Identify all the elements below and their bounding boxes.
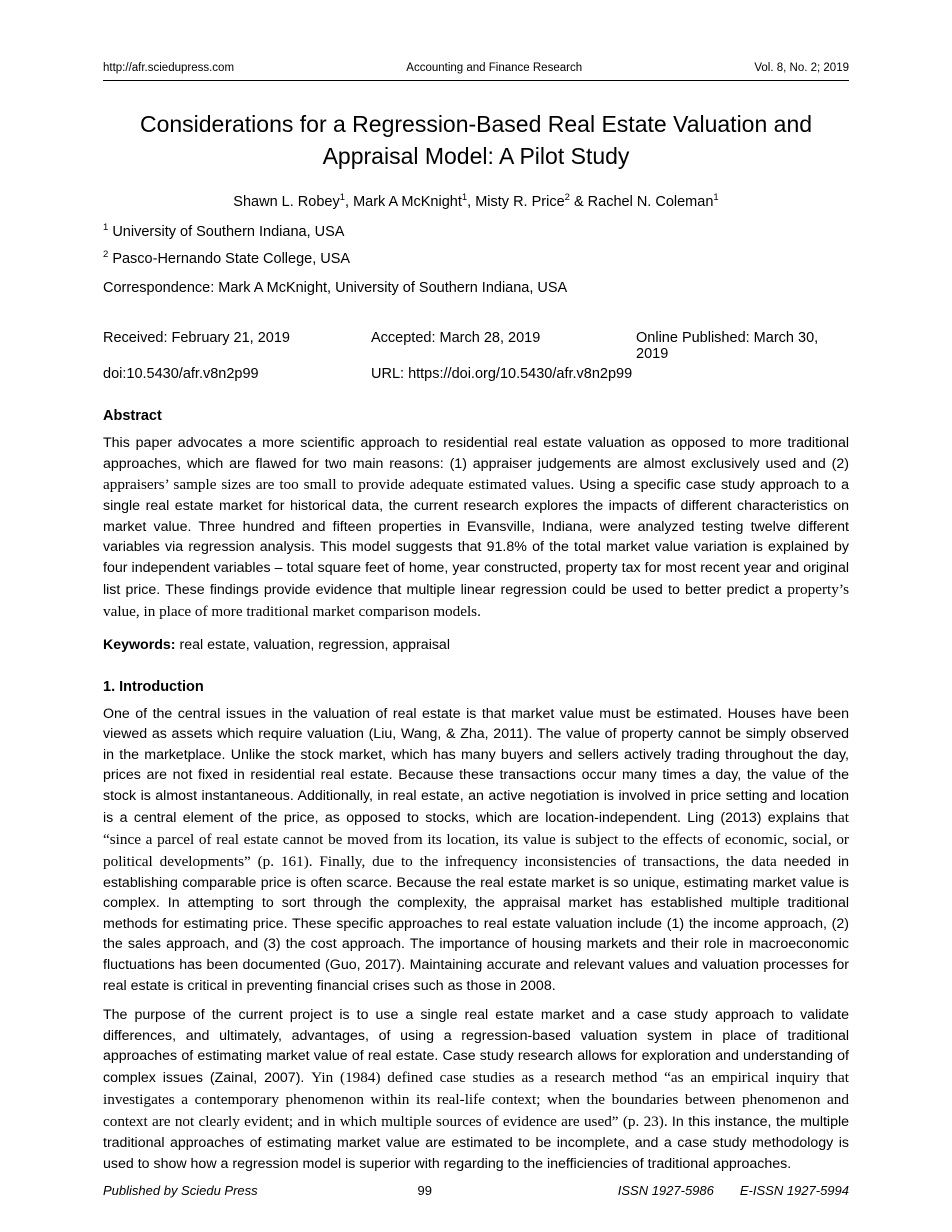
footer-publisher: Published by Sciedu Press [103,1183,258,1198]
author-list [103,192,849,210]
footer-issn-group [592,1183,849,1198]
author-3: Misty R. Price [475,194,565,211]
running-head-volume: Vol. 8, No. 2; 2019 [754,62,849,74]
footer-issn: ISSN 1927-5986 [617,1183,714,1198]
online-published-date: Online Published: March 30, 2019 [636,329,819,362]
correspondence-line: Correspondence: Mark A McKnight, University of Southern Indiana, USA [103,279,568,296]
page-title: Considerations for a Regression-Based Real Estate Valuation and Appraisal Model: A Pilot Study [139,111,813,169]
affiliation-2 [103,249,849,267]
intro-p1-quote: that “since a parcel of real estate cannot be moved from its location, its value is subject to the effects of economic, social, or political developments” (p. 161). Finally, due to the infrequency inconsistencies of transactions, the data [103,808,849,870]
affiliation-1 [103,222,849,240]
author-sep-1: , [345,194,354,211]
affiliation-1-text: University of Southern Indiana, USA [108,224,345,241]
introduction-paragraph-2 [103,1005,849,1174]
running-head [103,62,849,81]
author-sep-3: & [569,194,588,211]
author-4-affil-marker: 1 [713,192,719,204]
keywords-line [103,637,849,653]
intro-p1-part-a: One of the central issues in the valuation of real estate is that market value must be estimated. Houses have been viewed as assets which require valuation (Liu, Wang, & Zha, 2011). The value of property cannot be simply observed in the marketplace. Unlike the stock market, which has many buyers and sellers actively trading throughout the day, prices are not fixed in residential real estate. Because these transactions occur many times a day, the value of the stock is almost instantaneous. Additionally, in real estate, an active negotiation is involved in price setting and location is a central element of the price, as opposed to stocks, which are location-independent. Ling (2013) explains [103,705,849,826]
author-1-affil-marker: 1 [339,192,345,204]
author-3-affil-marker: 2 [564,192,570,204]
accepted-date: Accepted: March 28, 2019 [371,329,541,346]
affiliation-2-text: Pasco-Hernando State College, USA [108,250,351,267]
abstract-serif-2: property’s value, in place of more traditional market comparison models. [103,580,849,620]
footer-eissn: E-ISSN 1927-5994 [739,1183,849,1198]
keywords-label: Keywords: [103,636,176,653]
abstract-part-1: This paper advocates a more scientific approach to residential real estate valuation as opposed to more traditional approaches, which are flawed for two main reasons: (1) appraiser judgements are almost exclusively used and (2) [103,434,849,472]
running-head-journal: Accounting and Finance Research [406,62,583,74]
footer-page-number: 99 [417,1183,432,1198]
abstract-text [103,433,849,623]
intro-p2-part-a: The purpose of the current project is to use a single real estate market and a case study approach to validate differences, and ultimately, advantages, of using a regression-based valuation system in place of traditional approaches of estimating market value of real estate. Case study research allows for exploration and understanding of complex issues (Zainal, 2007). [103,1007,849,1087]
keywords-value: real estate, valuation, regression, appraisal [175,636,450,653]
author-sep-2: , [467,194,476,211]
intro-p2-part-b: In this instance, the multiple traditional approaches of estimating market value are estimated to be incomplete, and a case study methodology is used to show how a regression model is superior with regarding to the inefficiencies of traditional approaches. [103,1114,849,1172]
publication-dates [103,330,849,362]
page-footer [103,1183,849,1198]
author-2-affil-marker: 1 [461,192,468,204]
doi-text: doi:10.5430/afr.v8n2p99 [103,365,259,382]
doi-url[interactable]: URL: https://doi.org/10.5430/afr.v8n2p99 [371,365,633,382]
intro-p1-part-b: needed in establishing comparable price is often scarce. Because the real estate market is so unique, estimating market value is complex. In attempting to sort through the complexity, the appraisal market has established multiple traditional methods for estimating price. These specific approaches to real estate valuation include (1) the income approach, (2) the sales approach, and (3) the cost approach. The importance of housing markets and their role in macroeconomic fluctuations has been documented (Guo, 2017). Maintaining accurate and relevant values and valuation processes for real estate is critical in preventing financial crises such as those in 2008. [103,853,849,994]
author-4: Rachel N. Coleman [587,194,714,211]
received-date: Received: February 21, 2019 [103,329,290,346]
intro-p2-quote: Yin (1984) defined case studies as a research method “as an empirical inquiry that investigates a contemporary phenomenon within its real-life context; when the boundaries between phenomenon and context are not clearly evident; and in which multiple sources of evidence are used” (p. 23). [103,1069,849,1131]
introduction-heading: 1. Introduction [103,678,204,695]
abstract-serif-1: appraisers’ sample sizes are too small to provide adequate estimated values. [103,476,580,494]
author-1: Shawn L. Robey [233,194,340,211]
affiliation-2-marker: 2 [103,249,109,261]
author-2: Mark A McKnight [353,194,462,211]
running-head-url: http://afr.sciedupress.com [103,62,235,74]
affiliation-1-marker: 1 [103,222,109,234]
abstract-heading: Abstract [103,407,162,424]
abstract-part-2: Using a specific case study approach to a single real estate market for historical data, the current research explores the impacts of different characteristics on market value. Three hundred and fifteen properties in Evansville, Indiana, were analyzed testing twelve different variables via regression analysis. This model suggests that 91.8% of the total market value variation is explained by four independent variables – total square feet of home, year constructed, property tax for most recent year and original list price. These findings provide evidence that multiple linear regression could be used to better predict a [103,477,850,598]
introduction-paragraph-1 [103,704,849,997]
doi-line [103,366,849,382]
